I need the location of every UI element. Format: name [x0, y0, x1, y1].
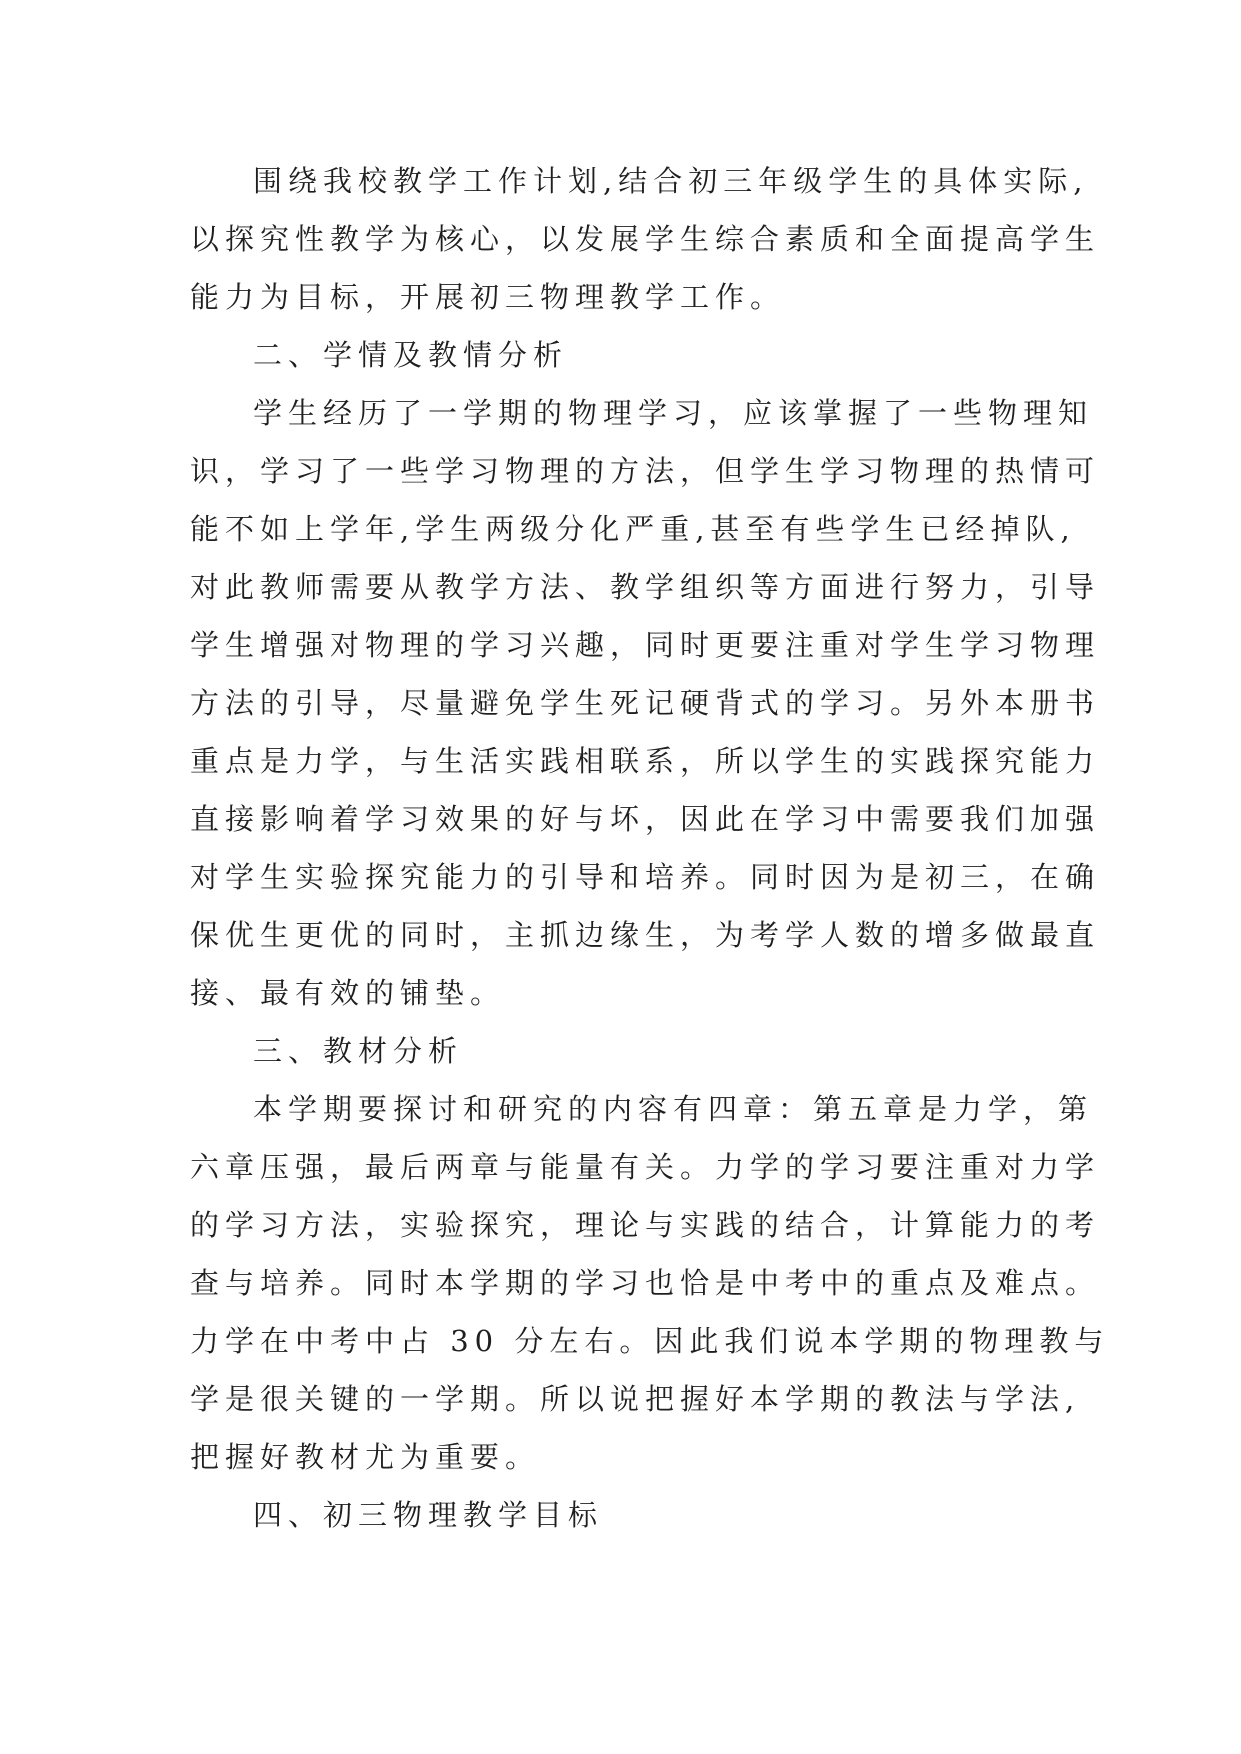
text-line: 围绕我校教学工作计划,结合初三年级学生的具体实际, [253, 164, 1089, 198]
text-line: 对此教师需要从教学方法、教学组织等方面进行努力，引导 [190, 570, 1101, 604]
text-line: 查与培养。同时本学期的学习也恰是中考中的重点及难点。 [190, 1266, 1101, 1300]
text-line: 直接影响着学习效果的好与坏，因此在学习中需要我们加强 [190, 802, 1101, 836]
text-line: 学是很关键的一学期。所以说把握好本学期的教法与学法, [190, 1382, 1081, 1416]
text-line: 把握好教材尤为重要。 [190, 1440, 541, 1474]
text-line: 六章压强，最后两章与能量有关。力学的学习要注重对力学 [190, 1150, 1101, 1184]
heading-line: 二、学情及教情分析 [253, 338, 569, 372]
paragraph-materials-analysis [190, 1080, 1110, 1486]
text-line: 重点是力学，与生活实践相联系，所以学生的实践探究能力 [190, 744, 1101, 778]
text-line: 识，学习了一些学习物理的方法，但学生学习物理的热情可 [190, 454, 1101, 488]
text-line: 保优生更优的同时，主抓边缘生，为考学人数的增多做最直 [190, 918, 1101, 952]
text-line: 接、最有效的铺垫。 [190, 976, 506, 1010]
section-heading-goals [190, 1486, 1080, 1544]
paragraph-student-analysis [190, 384, 1101, 1022]
text-line: 学生经历了一学期的物理学习，应该掌握了一些物理知 [253, 396, 1094, 430]
text-line: 方法的引导，尽量避免学生死记硬背式的学习。另外本册书 [190, 686, 1101, 720]
heading-line: 四、初三物理教学目标 [253, 1498, 604, 1532]
text-line: 能力为目标，开展初三物理教学工作。 [190, 280, 786, 314]
text-line: 以探究性教学为核心，以发展学生综合素质和全面提高学生 [190, 222, 1101, 256]
section-heading-analysis [190, 326, 1080, 384]
text-line: 本学期要探讨和研究的内容有四章：第五章是力学，第 [253, 1092, 1094, 1126]
paragraph-intro [190, 152, 1101, 326]
document-body [190, 152, 1110, 1544]
text-line: 能不如上学年,学生两级分化严重,甚至有些学生已经掉队, [190, 512, 1076, 546]
section-heading-materials [190, 1022, 1080, 1080]
text-line: 学生增强对物理的学习兴趣，同时更要注重对学生学习物理 [190, 628, 1101, 662]
heading-line: 三、教材分析 [253, 1034, 464, 1068]
text-line: 对学生实验探究能力的引导和培养。同时因为是初三，在确 [190, 860, 1101, 894]
text-line: 力学在中考中占 30 分左右。因此我们说本学期的物理教与 [190, 1324, 1110, 1358]
text-line: 的学习方法，实验探究，理论与实践的结合，计算能力的考 [190, 1208, 1101, 1242]
